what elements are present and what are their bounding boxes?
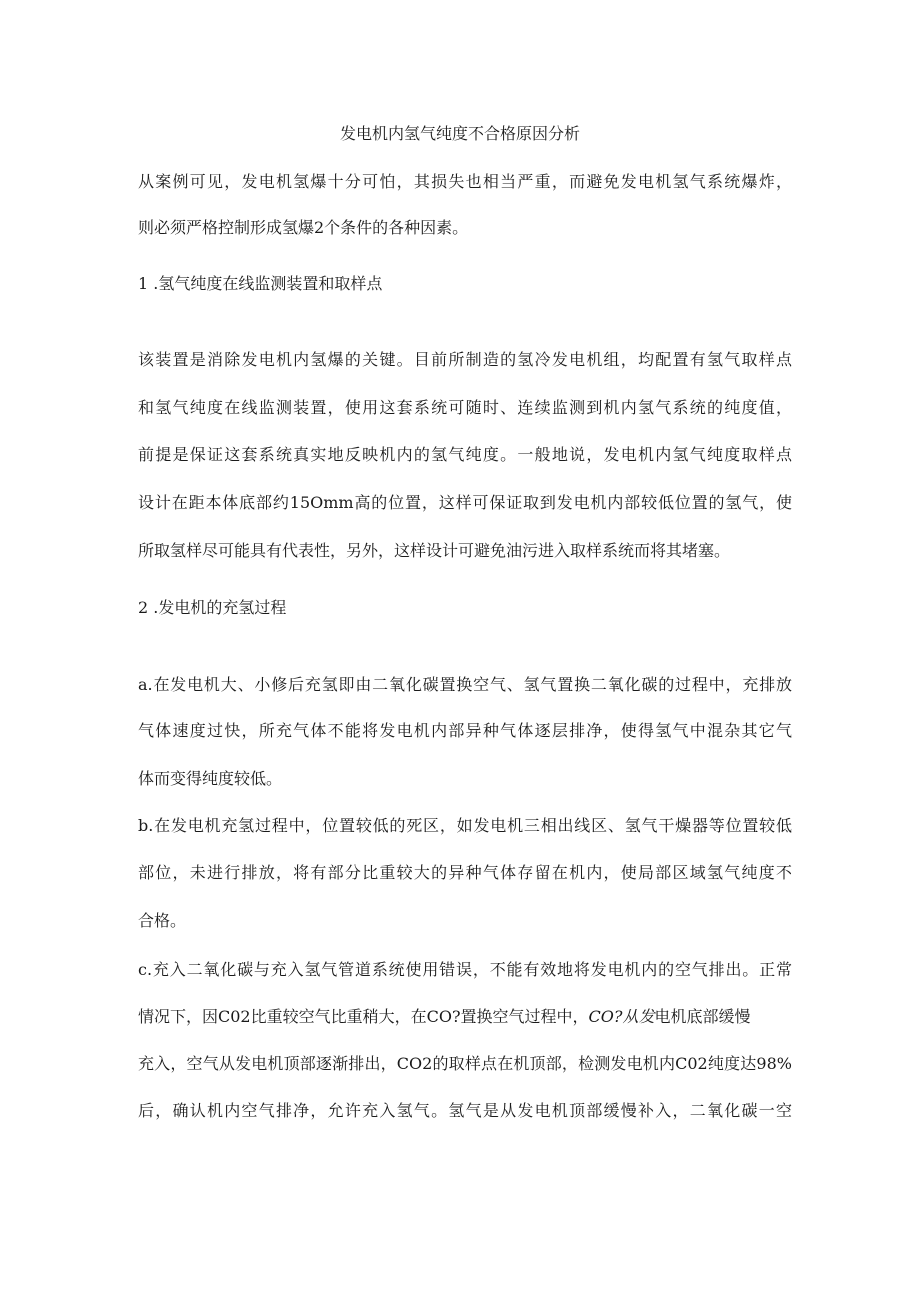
item-c-line-2-part-2: 电机底部缓慢 bbox=[654, 1007, 751, 1026]
item-b-line-3: 合格。 bbox=[138, 911, 187, 930]
item-c-line-1: c.充入二氧化碳与充入氢气管道系统使用错误，不能有效地将发电机内的空气排出。正常 bbox=[138, 960, 792, 979]
section-1-line-4: 设计在距本体底部约15Omm高的位置，这样可保证取到发电机内部较低位置的氢气，使 bbox=[138, 493, 792, 512]
section-2-heading: 2 .发电机的充氢过程 bbox=[138, 598, 287, 617]
item-b-line-1: b.在发电机充氢过程中，位置较低的死区，如发电机三相出线区、氢气干燥器等位置较低 bbox=[138, 816, 792, 835]
section-1-line-1: 该装置是消除发电机内氢爆的关键。目前所制造的氢冷发电机组，均配置有氢气取样点 bbox=[138, 350, 792, 369]
intro-line-1: 从案例可见，发电机氢爆十分可怕，其损失也相当严重，而避免发电机氢气系统爆炸， bbox=[138, 172, 792, 191]
item-c-line-2-italic: CO?从发 bbox=[588, 1007, 655, 1026]
item-c-line-3: 充入，空气从发电机顶部逐渐排出，CO2的取样点在机顶部，检测发电机内C02纯度达98% bbox=[138, 1054, 792, 1073]
item-a-line-1: a.在发电机大、小修后充氢即由二氧化碳置换空气、氢气置换二氧化碳的过程中，充排放 bbox=[138, 675, 792, 694]
item-b-line-2: 部位，未进行排放，将有部分比重较大的异种气体存留在机内，使局部区域氢气纯度不 bbox=[138, 863, 792, 882]
section-1-line-2: 和氢气纯度在线监测装置，使用这套系统可随时、连续监测到机内氢气系统的纯度值， bbox=[138, 398, 792, 417]
item-a-line-3: 体而变得纯度较低。 bbox=[138, 769, 283, 788]
section-1-line-3: 前提是保证这套系统真实地反映机内的氢气纯度。一般地说，发电机内氢气纯度取样点 bbox=[138, 445, 792, 464]
section-1-line-5: 所取氢样尽可能具有代表性，另外，这样设计可避免油污进入取样系统而将其堵塞。 bbox=[138, 541, 731, 560]
document-title: 发电机内氢气纯度不合格原因分析 bbox=[339, 124, 580, 143]
item-a-line-2: 气体速度过快，所充气体不能将发电机内部异种气体逐层排净，使得氢气中混杂其它气 bbox=[138, 721, 792, 740]
intro-line-2: 则必须严格控制形成氢爆2个条件的各种因素。 bbox=[138, 218, 469, 237]
section-1-heading: 1 .氢气纯度在线监测装置和取样点 bbox=[138, 274, 383, 293]
item-c-line-2-part-1: 情况下，因C02比重较空气比重稍大，在CO?置换空气过程中， bbox=[138, 1007, 589, 1026]
item-c-line-2 bbox=[138, 1005, 751, 1029]
item-c-line-4: 后，确认机内空气排净，允许充入氢气。氢气是从发电机顶部缓慢补入，二氧化碳一空 bbox=[138, 1101, 792, 1120]
